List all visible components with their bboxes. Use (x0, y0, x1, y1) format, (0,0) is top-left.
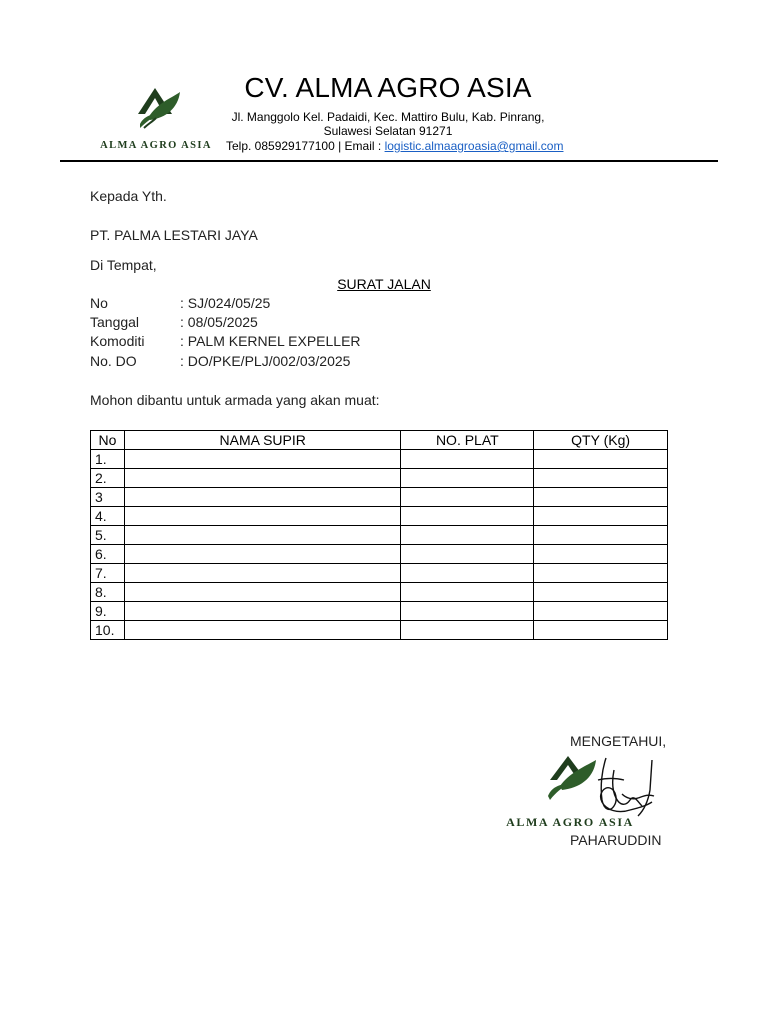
driver-name-cell (124, 488, 400, 507)
company-stamp (506, 750, 666, 834)
field-value-tanggal: : 08/05/2025 (180, 314, 258, 330)
qty-cell (534, 450, 668, 469)
row-number: 8. (91, 583, 125, 602)
row-number: 9. (91, 602, 125, 621)
address-line-1: Jl. Manggolo Kel. Padaidi, Kec. Mattiro Bulu, Kab. Pinrang, (231, 110, 545, 124)
contact-line (226, 139, 563, 153)
stamp-text: ALMA AGRO ASIA (506, 815, 634, 829)
qty-cell (534, 602, 668, 621)
leaf-mountain-icon (138, 88, 180, 128)
field-label-tanggal: Tanggal (90, 314, 140, 330)
address-line-2: Sulawesi Selatan 91271 (323, 124, 453, 138)
driver-name-cell (124, 545, 400, 564)
phone-text: Telp. 085929177100 | Email : (226, 139, 385, 153)
row-number: 4. (91, 507, 125, 526)
header-driver-name: NAMA SUPIR (124, 431, 400, 450)
recipient-place: Di Tempat, (90, 257, 157, 273)
qty-cell (534, 469, 668, 488)
email-link[interactable]: logistic.almaagroasia@gmail.com (384, 139, 564, 153)
row-number: 1. (91, 450, 125, 469)
driver-table (90, 430, 668, 640)
row-number: 2. (91, 469, 125, 488)
field-label-no-do: No. DO (90, 353, 137, 369)
driver-name-cell (124, 564, 400, 583)
table-row (91, 488, 668, 507)
driver-name-cell (124, 602, 400, 621)
header-plate: NO. PLAT (401, 431, 534, 450)
plate-cell (401, 450, 534, 469)
driver-name-cell (124, 621, 400, 640)
signature-label: MENGETAHUI, (570, 733, 667, 749)
driver-name-cell (124, 583, 400, 602)
signatory-name: PAHARUDDIN (570, 832, 662, 848)
table-row (91, 602, 668, 621)
qty-cell (534, 583, 668, 602)
qty-cell (534, 545, 668, 564)
driver-name-cell (124, 507, 400, 526)
header-no: No (91, 431, 125, 450)
driver-name-cell (124, 526, 400, 545)
table-row (91, 564, 668, 583)
header-qty: QTY (Kg) (534, 431, 668, 450)
plate-cell (401, 602, 534, 621)
qty-cell (534, 507, 668, 526)
handwritten-signature (598, 758, 654, 816)
plate-cell (401, 526, 534, 545)
header-divider (60, 160, 718, 162)
salutation: Kepada Yth. (90, 188, 167, 204)
qty-cell (534, 526, 668, 545)
field-value-no-do: : DO/PKE/PLJ/002/03/2025 (180, 353, 351, 369)
field-label-komoditi: Komoditi (90, 333, 145, 349)
logo-text: ALMA AGRO ASIA (100, 140, 212, 151)
plate-cell (401, 564, 534, 583)
plate-cell (401, 583, 534, 602)
qty-cell (534, 564, 668, 583)
recipient-company: PT. PALMA LESTARI JAYA (90, 227, 258, 243)
table-row (91, 583, 668, 602)
table-row (91, 621, 668, 640)
qty-cell (534, 621, 668, 640)
document-title: SURAT JALAN (337, 276, 431, 292)
plate-cell (401, 545, 534, 564)
plate-cell (401, 488, 534, 507)
request-text: Mohon dibantu untuk armada yang akan muat: (90, 392, 380, 408)
plate-cell (401, 507, 534, 526)
company-name: CV. ALMA AGRO ASIA (244, 72, 532, 103)
leaf-mountain-icon (548, 756, 596, 800)
field-label-no: No (90, 295, 108, 311)
table-row (91, 507, 668, 526)
table-row (91, 526, 668, 545)
row-number: 10. (91, 621, 125, 640)
table-row (91, 450, 668, 469)
field-value-no: : SJ/024/05/25 (180, 295, 271, 311)
row-number: 6. (91, 545, 125, 564)
row-number: 3 (91, 488, 125, 507)
driver-name-cell (124, 450, 400, 469)
table-header-row (91, 431, 668, 450)
plate-cell (401, 469, 534, 488)
field-value-komoditi: : PALM KERNEL EXPELLER (180, 333, 361, 349)
qty-cell (534, 488, 668, 507)
table-row (91, 545, 668, 564)
table-row (91, 469, 668, 488)
plate-cell (401, 621, 534, 640)
row-number: 7. (91, 564, 125, 583)
driver-name-cell (124, 469, 400, 488)
row-number: 5. (91, 526, 125, 545)
